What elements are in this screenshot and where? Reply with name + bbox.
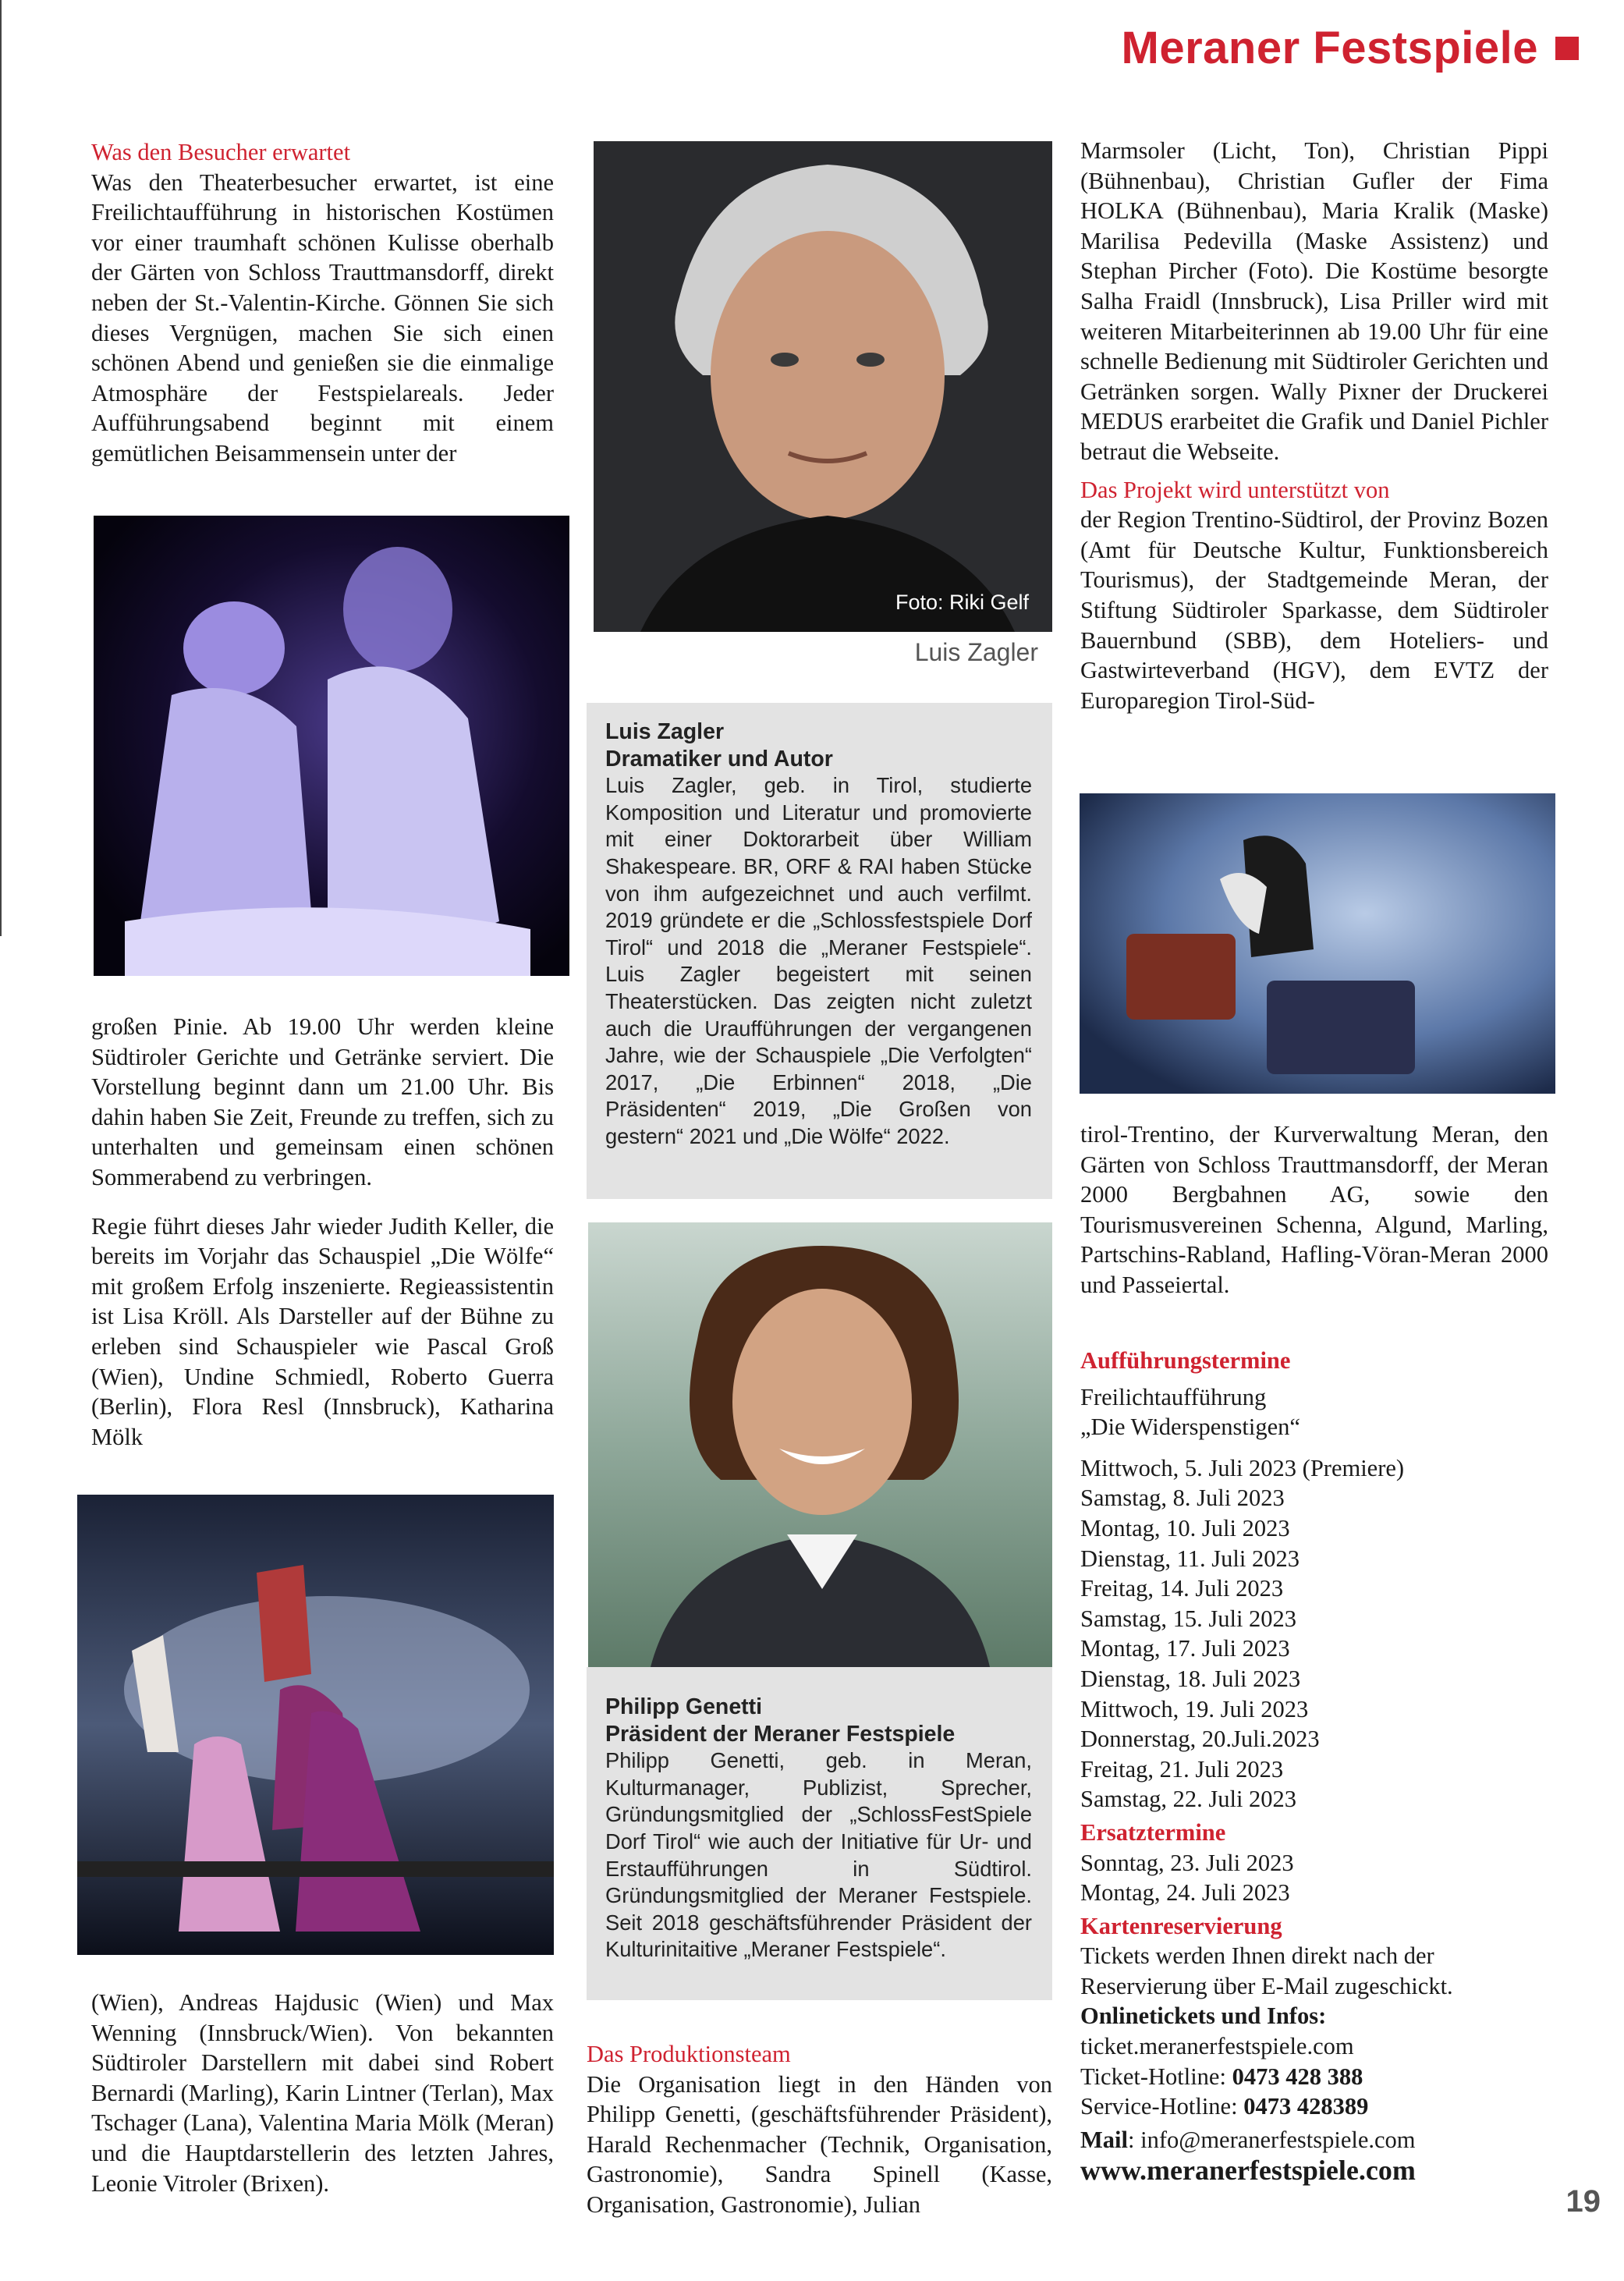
online-tickets-url[interactable]: ticket.meranerfestspiele.com bbox=[1080, 2033, 1354, 2060]
section-heading-team: Das Produktionsteam bbox=[587, 2041, 791, 2067]
ticket-hotline-number: 0473 428 388 bbox=[1232, 2063, 1363, 2090]
date-item: Donnerstag, 20.Juli.2023 bbox=[1080, 1726, 1320, 1753]
date-item: Dienstag, 18. Juli 2023 bbox=[1080, 1665, 1301, 1692]
stage-photo-suitcases bbox=[1080, 793, 1555, 1094]
right-column-mid bbox=[1080, 1119, 1548, 1300]
bio-text: Luis Zagler, geb. in Tirol, studierte Komposition und Literatur und promovierte mit einer Doktorarbeit über William Shakespeare. BR, ORF & RAI haben Stücke von ihm aufgezeichnet und auch verfilmt. 2019 gründete er die „Schlossfestspiele Dorf Tirol“ und 2018 die „Meraner Festspiele“. Luis Zagler begeistert mit seinen Theaterstücken. Das zeigten nicht zuletzt auch die Uraufführungen der vergangenen Jahre, wie der Schauspiele „Die Verfolgten“ 2017, „Die Erbinnen“ 2018, „Die Präsidenten“ 2019, „Die Großen von gestern“ 2021 und „Die Wölfe“ 2022. bbox=[605, 773, 1032, 1148]
mail-address[interactable]: : info@meranerfestspiele.com bbox=[1128, 2126, 1416, 2153]
visitors-paragraph-continued: großen Pinie. Ab 19.00 Uhr werden kleine Südtiroler Gerichte und Getränke serviert. Die Vorstellung beginnt dann um 21.00 Uhr. Bis dahin haben Sie Zeit, Freunde zu treffen, sich zu unterhalten und gemeinsam einen schönen Sommerabend zu verbringen. bbox=[91, 1013, 554, 1190]
visitors-paragraph: Was den Theaterbesucher erwartet, ist eine Freilichtaufführung in historischen Kostümen vor einer traumhaft schönen Kulisse oberhalb der Gärten von Schloss Trauttmansdorff, direkt neben der St.-Valentin-Kirche. Gönnen Sie sich dieses Vergnügen, machen Sie sich einen schönen Abend und genießen sie die einmalige Atmosphäre der Festspielareals. Jeder Aufführungsabend beginnt mit einem gemütlichen Beisammensein unter der bbox=[91, 169, 554, 466]
section-heading-visitors: Was den Besucher erwartet bbox=[91, 139, 351, 165]
ticket-hotline-label: Ticket-Hotline: bbox=[1080, 2063, 1232, 2090]
photo-caption-luis-zagler: Luis Zagler bbox=[914, 638, 1038, 666]
bio-name: Luis Zagler bbox=[605, 719, 725, 744]
page-edge-rule bbox=[0, 0, 2, 936]
left-column-bottom bbox=[91, 1988, 554, 2198]
website-link[interactable]: www.meranerfestspiele.com bbox=[1080, 2155, 1416, 2187]
ticket-hotline-line bbox=[1080, 2062, 1564, 2092]
date-item: Samstag, 15. Juli 2023 bbox=[1080, 1605, 1297, 1632]
portrait-philipp-genetti bbox=[588, 1222, 1052, 1667]
section-heading-tickets: Kartenreservierung bbox=[1080, 1912, 1282, 1939]
service-hotline-line bbox=[1080, 2091, 1564, 2122]
online-tickets-label: Onlinetickets und Infos: bbox=[1080, 2003, 1327, 2030]
portrait-luis-zagler bbox=[594, 141, 1052, 632]
section-heading-alt-dates: Ersatztermine bbox=[1080, 1818, 1226, 1846]
right-column-top bbox=[1080, 136, 1548, 715]
support-paragraph: der Region Trentino-Südtirol, der Provinz Bozen (Amt für Deutsche Kultur, Funktionsbereich Tourismus), der Stadtgemeinde Meran, der Stiftung Südtiroler Sparkasse, dem Südtiroler Bauernbund (SBB), dem Hoteliers- und Gastwirteverband (HGV), dem EVTZ der Europaregion Tirol-Süd- bbox=[1080, 506, 1548, 714]
service-hotline-label: Service-Hotline: bbox=[1080, 2093, 1244, 2120]
tickets-text: Tickets werden Ihnen direkt nach der Reservierung über E-Mail zugeschickt. bbox=[1080, 1942, 1453, 1999]
team-paragraph: Die Organisation liegt in den Händen von Philipp Genetti, (geschäftsführender Präsident), Harald Rechenmacher (Technik, Organisation, Gastronomie), Sandra Spinell (Kasse, Organisation, Gastronomie), Julian bbox=[587, 2070, 1052, 2218]
section-heading-support: Das Projekt wird unterstützt von bbox=[1080, 476, 1390, 503]
middle-column-team bbox=[587, 2039, 1052, 2220]
date-item: Freitag, 14. Juli 2023 bbox=[1080, 1575, 1284, 1602]
alt-date-item: Montag, 24. Juli 2023 bbox=[1080, 1879, 1290, 1907]
date-item: Mittwoch, 19. Juli 2023 bbox=[1080, 1695, 1309, 1722]
date-item: Dienstag, 11. Juli 2023 bbox=[1080, 1545, 1300, 1572]
header-square-marker bbox=[1555, 37, 1579, 60]
support-paragraph-continued: tirol-Trentino, der Kurverwaltung Meran, den Gärten von Schloss Trauttmansdorff, der Meran 2000 Bergbahnen AG, sowie den Tourismusvereinen Schenna, Algund, Marling, Partschins-Rabland, Hafling-Vöran-Meran 2000 und Passeiertal. bbox=[1080, 1121, 1548, 1298]
stage-photo-fog-scene bbox=[77, 1495, 554, 1955]
date-item: Freitag, 21. Juli 2023 bbox=[1080, 1755, 1284, 1783]
date-item: Mittwoch, 5. Juli 2023 (Premiere) bbox=[1080, 1454, 1405, 1481]
mail-line bbox=[1080, 2125, 1564, 2155]
left-column-top bbox=[91, 137, 554, 469]
play-type: Freilichtaufführung bbox=[1080, 1383, 1267, 1410]
bio-name: Philipp Genetti bbox=[605, 1694, 763, 1719]
date-item: Samstag, 22. Juli 2023 bbox=[1080, 1786, 1297, 1813]
page-header bbox=[1122, 22, 1579, 74]
performance-dates-section bbox=[1080, 1346, 1564, 2186]
date-item: Montag, 10. Juli 2023 bbox=[1080, 1514, 1290, 1541]
photo-credit: Foto: Riki Gelf bbox=[895, 591, 1029, 614]
date-item: Samstag, 8. Juli 2023 bbox=[1080, 1485, 1285, 1512]
play-title: „Die Widerspenstigen“ bbox=[1080, 1414, 1300, 1441]
left-column-mid bbox=[91, 1012, 554, 1452]
dates-list bbox=[1080, 1453, 1564, 1815]
bio-role: Präsident der Meraner Festspiele bbox=[605, 1721, 956, 1747]
mail-label: Mail bbox=[1080, 2126, 1128, 2153]
alt-date-item: Sonntag, 23. Juli 2023 bbox=[1080, 1849, 1294, 1876]
service-hotline-number: 0473 428389 bbox=[1243, 2093, 1369, 2120]
bio-role: Dramatiker und Autor bbox=[605, 746, 833, 772]
cast-paragraph-continued: (Wien), Andreas Hajdusic (Wien) und Max Wenning (Innsbruck/Wien). Von bekannten Südtiroler Darstellern mit dabei sind Robert Bernardi (Marling), Karin Lintner (Terlan), Max Tschager (Lana), Valentina Maria Mölk (Meran) und die Hauptdarstellerin des letzten Jahres, Leonie Vitroler (Brixen). bbox=[91, 1989, 554, 2197]
bio-text: Philipp Genetti, geb. in Meran, Kulturmanager, Publizist, Sprecher, Gründungsmitglied der „SchlossFestSpiele Dorf Tirol“ wie auch der Initiative für Ur- und Erstaufführungen in Südtirol. Gründungsmitglied der Meraner Festspiele. Seit 2018 geschäftsführender Präsident der Kulturinitaitive „Meraner Festspiele“. bbox=[605, 1748, 1032, 1962]
section-heading-dates: Aufführungstermine bbox=[1080, 1347, 1291, 1374]
bio-box-luis-zagler bbox=[587, 703, 1052, 1199]
header-title: Meraner Festspiele bbox=[1121, 23, 1538, 73]
cast-paragraph: Regie führt dieses Jahr wieder Judith Keller, die bereits im Vorjahr das Schauspiel „Die Wölfe“ mit großem Erfolg inszenierte. Regieassistentin ist Lisa Kröll. Als Darsteller auf der Bühne zu erleben sind Schauspieler wie Pascal Groß (Wien), Undine Schmiedl, Roberto Guerra (Berlin), Flora Resl (Innsbruck), Katharina Mölk bbox=[91, 1212, 554, 1450]
team-paragraph-continued: Marmsoler (Licht, Ton), Christian Pippi (Bühnenbau), Christian Gufler der Fima HOLKA (Bühnenbau), Maria Kralik (Maske) Marilisa Pedevilla (Maske Assistenz) und Stephan Pircher (Foto). Die Kostüme besorgte Salha Fraidl (Innsbruck), Lisa Priller wird mit weiteren Mitarbeiterinnen ab 19.00 Uhr für eine schnelle Bedienung mit Südtiroler Gerichten und Getränken sorgen. Wally Pixner der Druckerei MEDUS erarbeitet die Grafik und Daniel Pichler betraut die Webseite. bbox=[1080, 137, 1548, 465]
stage-photo-kneeling-couple bbox=[94, 516, 569, 976]
bio-box-philipp-genetti bbox=[587, 1667, 1052, 2000]
date-item: Montag, 17. Juli 2023 bbox=[1080, 1635, 1290, 1662]
page-number: 19 bbox=[1565, 2184, 1601, 2219]
